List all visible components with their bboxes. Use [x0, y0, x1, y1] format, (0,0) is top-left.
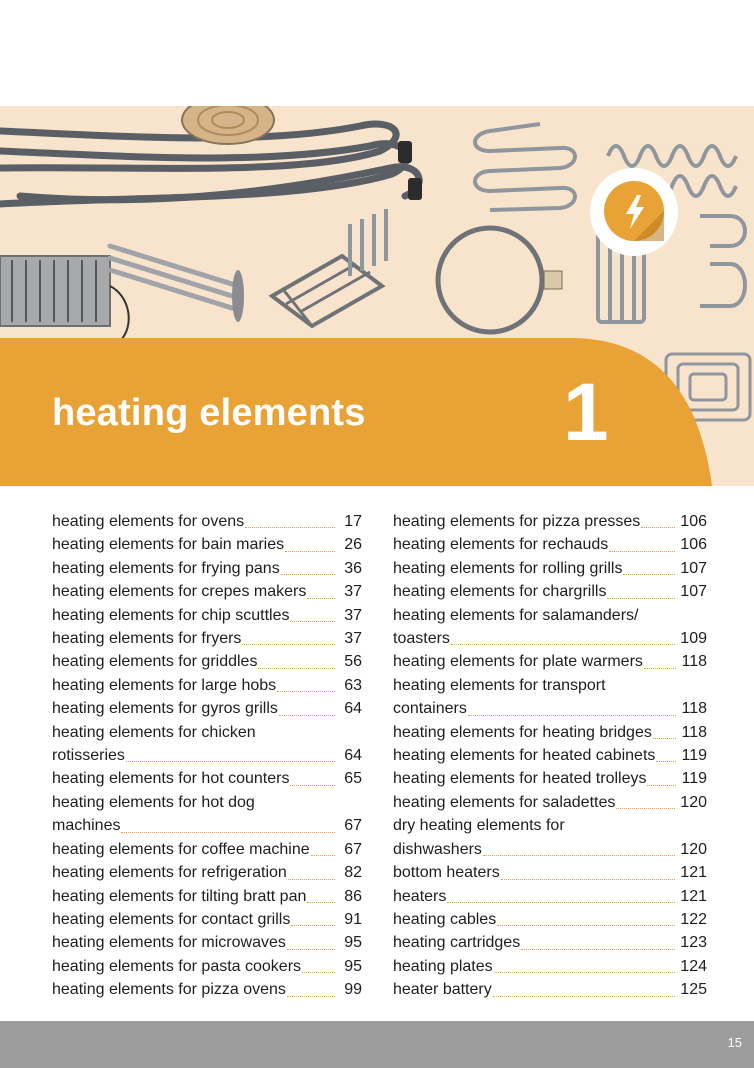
toc-entry[interactable] — [393, 721, 707, 744]
toc-entry[interactable] — [393, 838, 707, 861]
toc-entry[interactable] — [393, 791, 707, 814]
dot-leader — [616, 808, 675, 809]
toc-entry[interactable] — [52, 604, 362, 627]
dot-leader — [493, 996, 676, 997]
toc-entry-label: heating plates — [393, 957, 493, 975]
toc-entry[interactable] — [393, 978, 707, 1001]
toc-entry-label: heating elements for saladettes — [393, 793, 616, 811]
dot-leader — [287, 949, 335, 950]
toc-entry-line — [393, 814, 707, 837]
toc-entry-label: heating elements for fryers — [52, 630, 242, 648]
dot-leader — [290, 621, 335, 622]
toc-entry-label: heating elements for pizza presses — [393, 513, 641, 530]
toc-entry[interactable] — [393, 580, 707, 603]
dot-leader — [653, 738, 677, 739]
toc-entry-label: heating elements for hot counters — [52, 770, 290, 788]
toc-entry-line — [52, 721, 362, 744]
toc-entry-line — [393, 674, 707, 697]
toc-entry-label: containers — [393, 700, 467, 718]
toc-entry[interactable] — [393, 908, 707, 931]
dot-leader — [287, 996, 335, 997]
toc-entry-label: heating elements for rechauds — [393, 536, 609, 554]
toc-entry-page: 67 — [344, 840, 362, 858]
chapter-title: heating elements — [52, 392, 366, 434]
toc-entry-page: 122 — [680, 910, 707, 928]
toc-entry-page: 125 — [680, 981, 707, 999]
toc-entry-page: 65 — [344, 770, 362, 788]
toc-entry-page: 37 — [344, 606, 362, 624]
toc-entry-line — [52, 791, 362, 814]
toc-entry-page: 109 — [680, 630, 707, 648]
dot-leader — [497, 925, 675, 926]
dot-leader — [609, 551, 675, 552]
dot-leader — [279, 715, 335, 716]
toc-right-column — [393, 510, 707, 1002]
toc-entry-label: dishwashers — [393, 840, 482, 858]
toc-entry-page: 86 — [344, 887, 362, 905]
dot-leader — [483, 855, 675, 856]
toc-entry[interactable] — [52, 557, 362, 580]
toc-entry-page: 121 — [680, 864, 707, 882]
toc-entry-page: 36 — [344, 559, 362, 577]
dot-leader — [447, 902, 675, 903]
toc-entry-page: 107 — [680, 583, 707, 601]
toc-entry[interactable] — [393, 931, 707, 954]
toc-entry-page: 37 — [344, 583, 362, 601]
dot-leader — [285, 551, 335, 552]
dot-leader — [644, 668, 677, 669]
dot-leader — [258, 668, 335, 669]
toc-entry[interactable] — [52, 978, 362, 1001]
toc-entry[interactable] — [52, 744, 362, 767]
toc-entry-line — [393, 604, 707, 627]
dot-leader — [126, 761, 335, 762]
page-footer — [0, 1021, 754, 1068]
toc-entry[interactable] — [393, 533, 707, 556]
toc-entry-page: 124 — [680, 957, 707, 975]
toc-entry-page: 106 — [680, 536, 707, 554]
toc-entry-label: heating elements for rolling grills — [393, 559, 623, 577]
toc-entry-label: heater battery — [393, 981, 492, 999]
toc-entry[interactable] — [52, 885, 362, 908]
toc-entry-label: heating cables — [393, 910, 497, 928]
dot-leader — [245, 527, 335, 528]
toc-entry[interactable] — [52, 955, 362, 978]
toc-entry-label: machines — [52, 817, 121, 835]
toc-entry-page: 67 — [344, 817, 362, 835]
toc-entry-page: 63 — [344, 676, 362, 694]
dot-leader — [521, 949, 675, 950]
toc-entry-label: heating elements for crepes makers — [52, 583, 307, 601]
toc-entry-label: heating elements for salamanders/ — [393, 606, 639, 624]
dot-leader — [290, 785, 335, 786]
toc-entry[interactable] — [52, 580, 362, 603]
toc-entry-label: heating elements for contact grills — [52, 910, 291, 928]
toc-entry[interactable] — [393, 885, 707, 908]
dot-leader — [451, 644, 675, 645]
toc-entry[interactable] — [393, 510, 707, 533]
toc-entry-page: 123 — [680, 934, 707, 952]
toc-entry-label: heating elements for frying pans — [52, 559, 280, 577]
toc-entry[interactable] — [393, 767, 707, 790]
toc-entry[interactable] — [52, 908, 362, 931]
dot-leader — [647, 785, 676, 786]
dot-leader — [501, 879, 676, 880]
toc-entry-label: heating elements for pizza ovens — [52, 981, 286, 999]
lightning-bolt-icon — [604, 181, 664, 241]
toc-entry[interactable] — [52, 510, 362, 533]
toc-entry-page: 64 — [344, 747, 362, 765]
dot-leader — [656, 761, 676, 762]
toc-entry[interactable] — [393, 557, 707, 580]
brand-badge — [590, 168, 678, 256]
toc-entry[interactable] — [393, 955, 707, 978]
toc-entry-label: heating elements for griddles — [52, 653, 258, 671]
toc-entry[interactable] — [52, 697, 362, 720]
toc-entry[interactable] — [52, 650, 362, 673]
toc-entry-label: toasters — [393, 630, 450, 648]
toc-entry[interactable] — [52, 627, 362, 650]
toc-entry-label: heating elements for hot dog — [52, 793, 255, 811]
chapter-number: 1 — [563, 367, 609, 458]
toc-entry-label: heating elements for refrigeration — [52, 864, 287, 882]
toc-entry-label: heating elements for tilting bratt pan — [52, 887, 307, 905]
dot-leader — [607, 598, 675, 599]
toc-entry-label: heating elements for heated cabinets — [393, 747, 656, 765]
toc-entry[interactable] — [393, 744, 707, 767]
toc-entry-label: heating elements for chicken — [52, 723, 256, 741]
toc-entry-label: heating elements for microwaves — [52, 934, 286, 952]
toc-entry-label: heating elements for chip scuttles — [52, 606, 290, 624]
toc-entry-page: 37 — [344, 630, 362, 648]
dot-leader — [623, 574, 675, 575]
page-number: 15 — [727, 1035, 742, 1050]
dot-leader — [277, 691, 335, 692]
toc-entry-page: 95 — [344, 934, 362, 952]
toc-entry-label: heating elements for gyros grills — [52, 700, 278, 718]
toc-entry-page: 91 — [344, 910, 362, 928]
toc-entry-page: 120 — [680, 840, 707, 858]
toc-entry-label: heating elements for heated trolleys — [393, 770, 647, 788]
toc-entry[interactable] — [393, 697, 707, 720]
toc-entry-label: heating elements for plate warmers — [393, 653, 643, 671]
toc-entry-label: heating elements for bain maries — [52, 536, 285, 554]
dot-leader — [307, 902, 335, 903]
toc-entry[interactable] — [52, 931, 362, 954]
toc-entry-page: 95 — [344, 957, 362, 975]
toc-entry-label: rotisseries — [52, 747, 125, 765]
toc-entry-page: 82 — [344, 864, 362, 882]
toc-entry-page: 56 — [344, 653, 362, 671]
toc-entry[interactable] — [393, 627, 707, 650]
dot-leader — [302, 972, 335, 973]
toc-entry-label: heating cartridges — [393, 934, 521, 952]
toc-entry-label: dry heating elements for — [393, 817, 565, 835]
dot-leader — [121, 832, 335, 833]
toc-entry-page: 99 — [344, 981, 362, 999]
toc-entry-page: 120 — [680, 793, 707, 811]
toc-entry-page: 118 — [681, 653, 707, 671]
toc-left-column — [52, 510, 362, 1002]
dot-leader — [307, 598, 335, 599]
toc-entry[interactable] — [52, 838, 362, 861]
dot-leader — [291, 925, 335, 926]
toc-entry-page: 64 — [344, 700, 362, 718]
dot-leader — [311, 855, 335, 856]
toc-entry-page: 118 — [681, 723, 707, 741]
toc-entry[interactable] — [393, 861, 707, 884]
toc-entry-label: heating elements for transport — [393, 676, 606, 694]
toc-entry-page: 121 — [680, 887, 707, 905]
toc-entry[interactable] — [52, 814, 362, 837]
toc-entry-page: 17 — [344, 513, 362, 530]
dot-leader — [641, 527, 675, 528]
toc-entry-page: 107 — [680, 559, 707, 577]
toc-entry-label: heating elements for coffee machine — [52, 840, 310, 858]
dot-leader — [494, 972, 676, 973]
toc-entry-page: 26 — [344, 536, 362, 554]
toc-entry-label: heating elements for chargrills — [393, 583, 607, 601]
toc-entry[interactable] — [52, 674, 362, 697]
toc-entry[interactable] — [52, 533, 362, 556]
toc-entry[interactable] — [52, 861, 362, 884]
toc-entry-page: 106 — [680, 513, 707, 530]
dot-leader — [281, 574, 335, 575]
toc-entry-page: 118 — [681, 700, 707, 718]
toc-entry[interactable] — [52, 767, 362, 790]
toc-entry-page: 119 — [681, 770, 707, 788]
dot-leader — [468, 715, 677, 716]
toc-entry-label: heating elements for pasta cookers — [52, 957, 302, 975]
toc-entry-label: heating elements for heating bridges — [393, 723, 652, 741]
toc-entry-page: 119 — [681, 747, 707, 765]
dot-leader — [242, 644, 335, 645]
toc-entry-label: heating elements for large hobs — [52, 676, 277, 694]
dot-leader — [288, 879, 335, 880]
toc-entry-label: bottom heaters — [393, 864, 500, 882]
toc-entry[interactable] — [393, 650, 707, 673]
toc-entry-label: heaters — [393, 887, 447, 905]
toc-entry-label: heating elements for ovens — [52, 513, 245, 530]
